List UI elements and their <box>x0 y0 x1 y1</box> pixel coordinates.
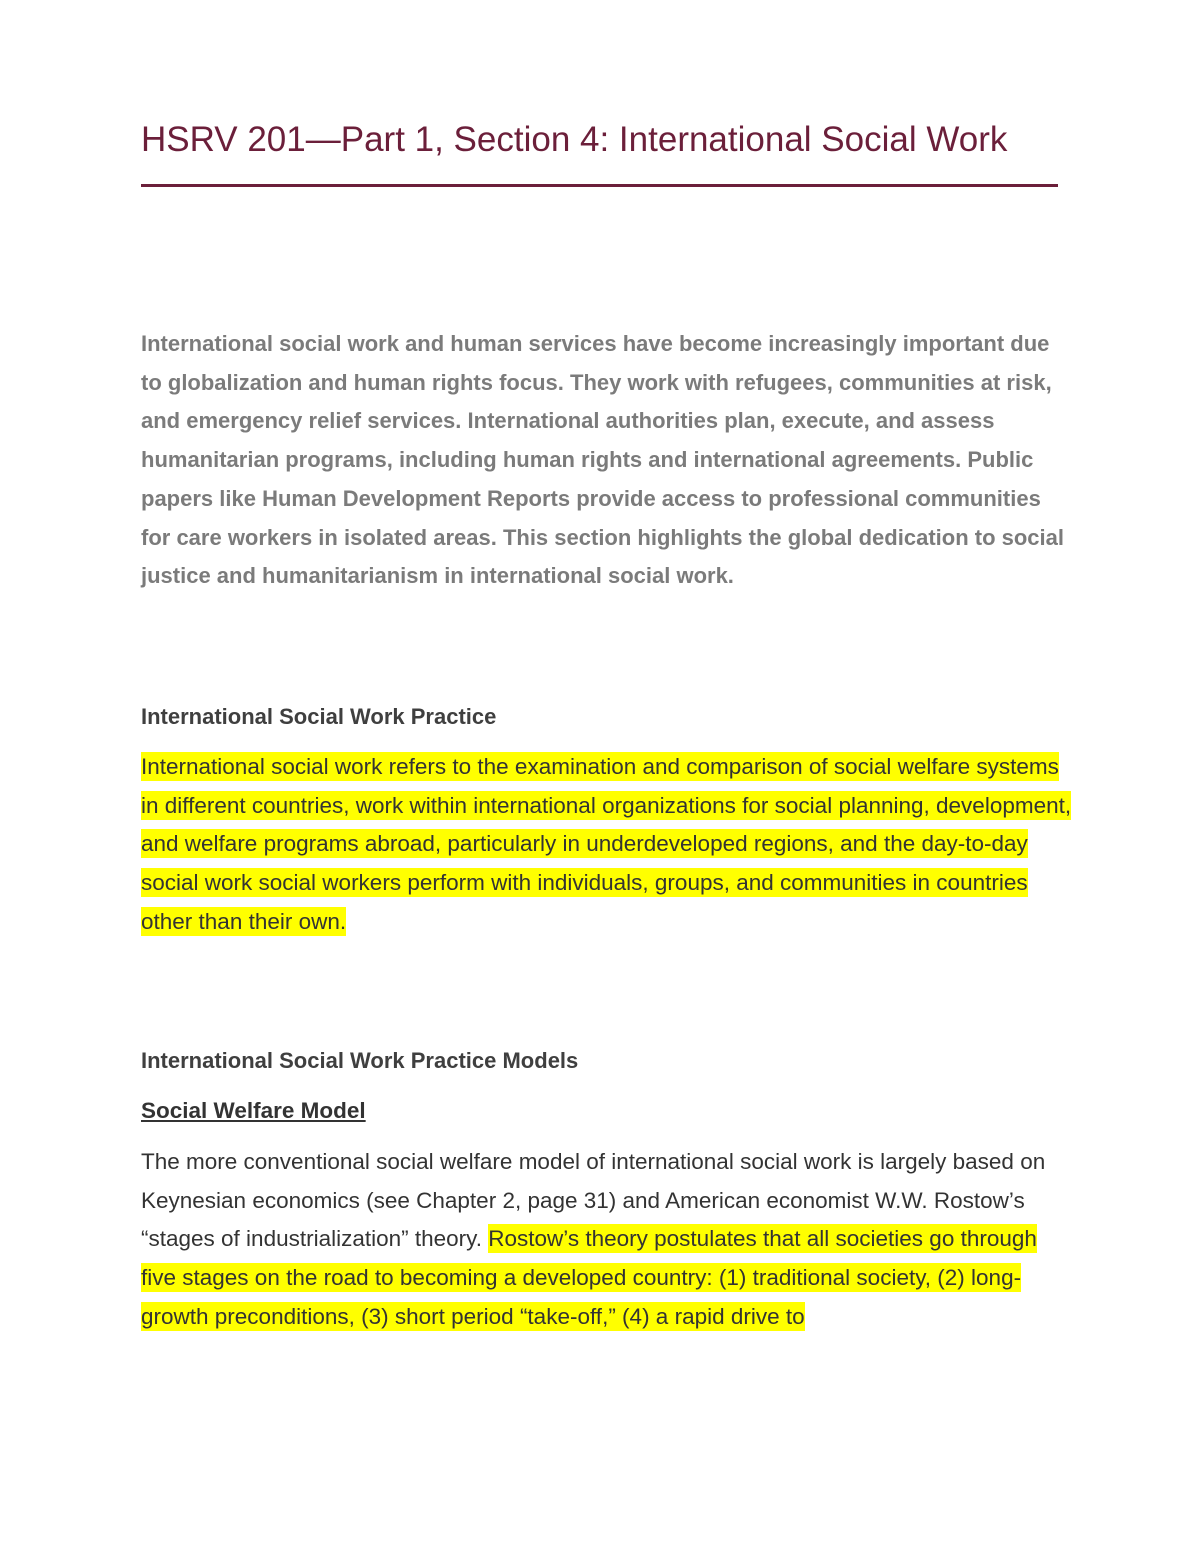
highlighted-text: International social work refers to the examination and comparison of social welfare systems in different countries, work within international organizations for social planning, development, and welfare programs abroad, particularly in underdeveloped regions, and the day-to-day social work social workers perform with individuals, groups, and communities in countries other than their own. <box>141 754 1072 934</box>
document-title: HSRV 201—Part 1, Section 4: International Social Work <box>141 120 1008 159</box>
social-welfare-model-paragraph <box>141 1143 1076 1337</box>
section-heading-practice: International Social Work Practice <box>141 704 497 729</box>
highlighted-text: Rostow’s theory postulates that all societies go through five stages on the road to becoming a developed country: (1) traditional society, (2) long-growth preconditions, (3) short period “take-off,” (4) a rapid drive to <box>141 1226 1037 1329</box>
section-heading-practice-models: International Social Work Practice Models <box>141 1048 579 1073</box>
practice-definition-paragraph <box>141 748 1076 942</box>
intro-paragraph: International social work and human services have become increasingly important due to globalization and human rights focus. They work with refugees, communities at risk, and emergency relief services. International authorities plan, execute, and assess humanitarian programs, including human rights and international agreements. Public papers like Human Development Reports provide access to professional communities for care workers in isolated areas. This section highlights the global dedication to social justice and humanitarianism in international social work. <box>141 331 1064 589</box>
subheading-social-welfare-model: Social Welfare Model <box>141 1098 366 1123</box>
plain-text: The more conventional social welfare model of international social work is largely based on Keynesian economics (see Chapter 2, page 31) and American economist W.W. Rostow’s “stages of industrialization” theory. <box>141 1149 1046 1252</box>
title-underline-rule <box>141 184 1058 187</box>
